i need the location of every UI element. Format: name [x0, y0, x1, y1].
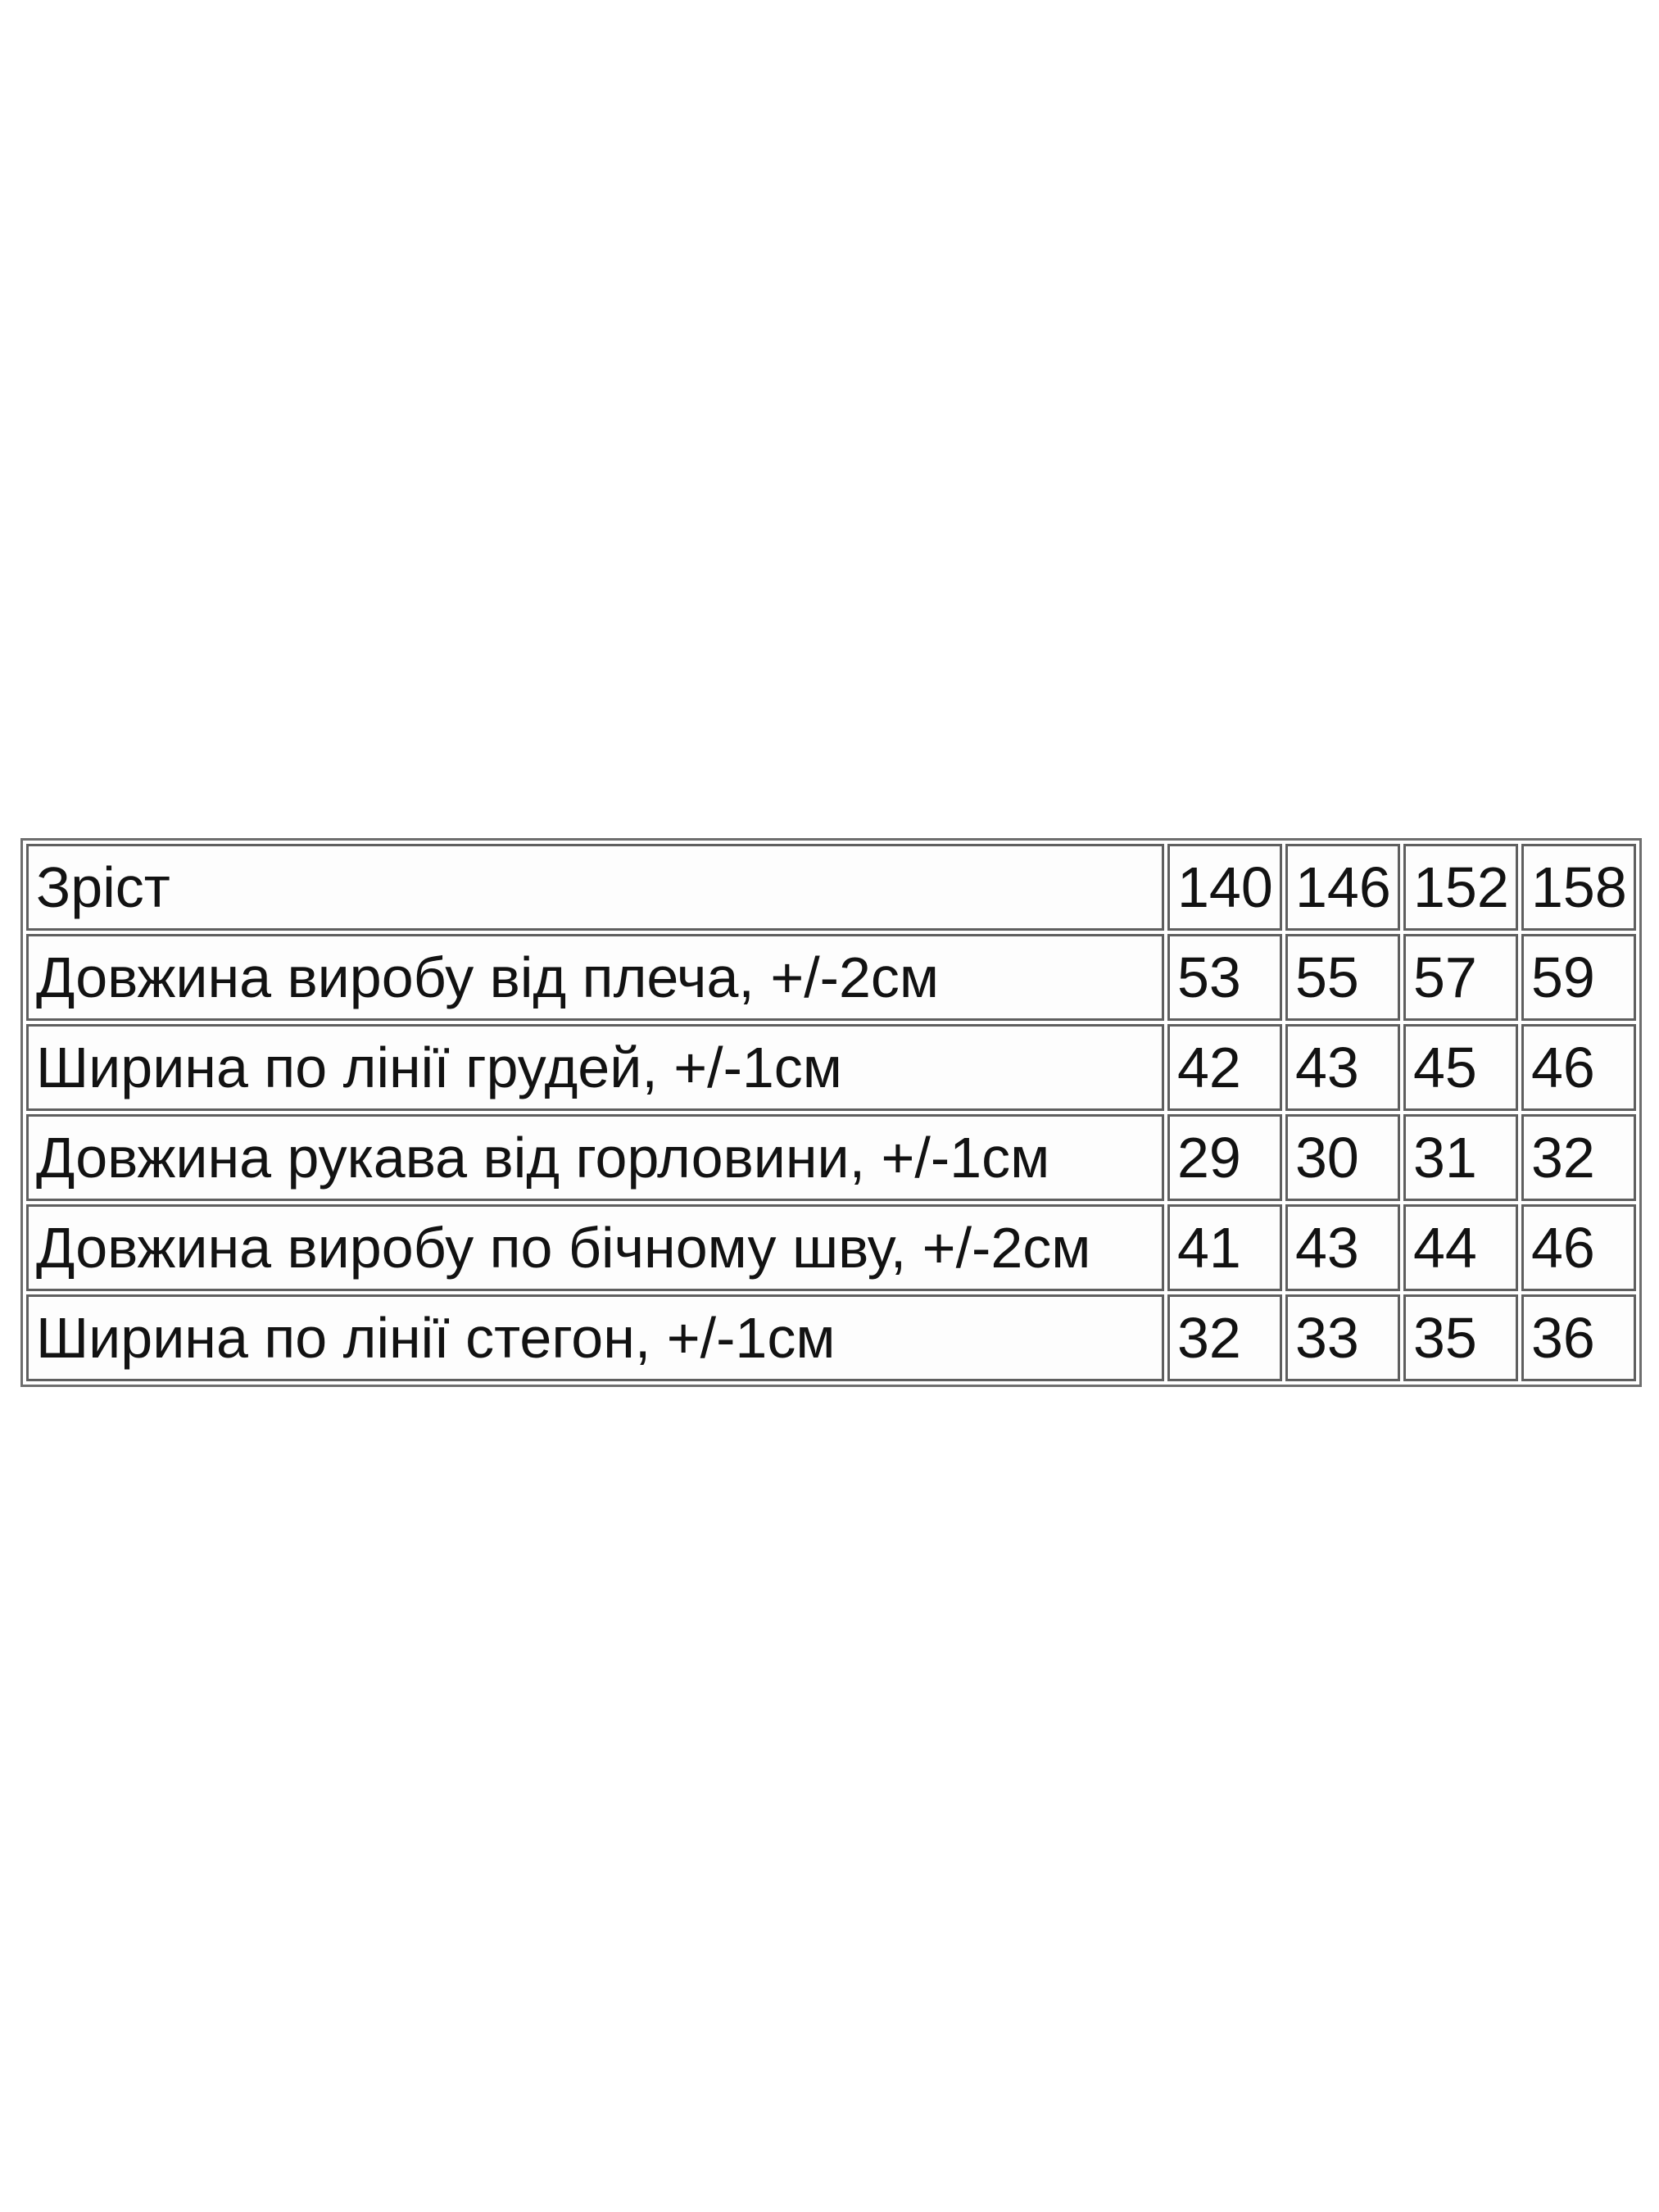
value-cell: 46 — [1521, 1204, 1636, 1291]
value-cell: 33 — [1285, 1294, 1400, 1381]
value-cell: 43 — [1285, 1204, 1400, 1291]
value-cell: 29 — [1167, 1114, 1282, 1201]
row-label-cell: Довжина виробу від плеча, +/-2см — [26, 934, 1164, 1021]
table-row-header — [26, 844, 1636, 931]
value-cell: 36 — [1521, 1294, 1636, 1381]
table-row — [26, 1204, 1636, 1291]
value-cell: 45 — [1403, 1024, 1518, 1111]
value-cell: 57 — [1403, 934, 1518, 1021]
size-chart-table — [20, 838, 1642, 1387]
value-cell: 59 — [1521, 934, 1636, 1021]
table-row — [26, 934, 1636, 1021]
value-cell: 31 — [1403, 1114, 1518, 1201]
header-label-cell: Зріст — [26, 844, 1164, 931]
value-cell: 44 — [1403, 1204, 1518, 1291]
table-row — [26, 1294, 1636, 1381]
value-cell: 41 — [1167, 1204, 1282, 1291]
header-size-cell: 158 — [1521, 844, 1636, 931]
value-cell: 43 — [1285, 1024, 1400, 1111]
value-cell: 30 — [1285, 1114, 1400, 1201]
row-label-cell: Ширина по лінії стегон, +/-1см — [26, 1294, 1164, 1381]
value-cell: 42 — [1167, 1024, 1282, 1111]
header-size-cell: 152 — [1403, 844, 1518, 931]
value-cell: 55 — [1285, 934, 1400, 1021]
value-cell: 53 — [1167, 934, 1282, 1021]
value-cell: 32 — [1521, 1114, 1636, 1201]
value-cell: 35 — [1403, 1294, 1518, 1381]
row-label-cell: Довжина виробу по бічному шву, +/-2см — [26, 1204, 1164, 1291]
value-cell: 46 — [1521, 1024, 1636, 1111]
header-size-cell: 146 — [1285, 844, 1400, 931]
row-label-cell: Довжина рукава від горловини, +/-1см — [26, 1114, 1164, 1201]
size-chart-body — [26, 844, 1636, 1381]
row-label-cell: Ширина по лінії грудей, +/-1см — [26, 1024, 1164, 1111]
table-row — [26, 1024, 1636, 1111]
header-size-cell: 140 — [1167, 844, 1282, 931]
value-cell: 32 — [1167, 1294, 1282, 1381]
table-row — [26, 1114, 1636, 1201]
